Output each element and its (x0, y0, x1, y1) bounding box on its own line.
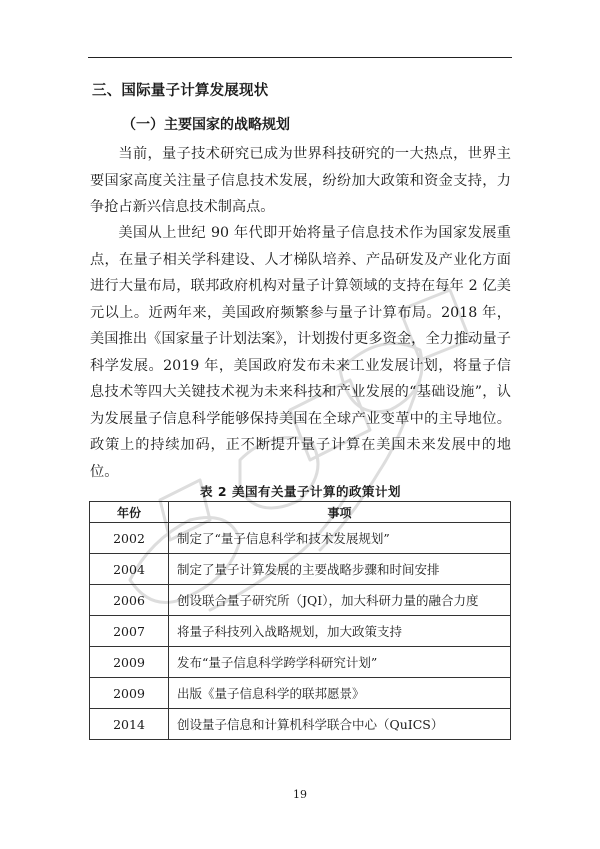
section-heading: 三、国际量子计算发展现状 (92, 83, 269, 99)
table-header-row (90, 502, 511, 523)
table-row (90, 647, 511, 678)
cell-item: 发布“量子信息科学跨学科研究计划” (169, 647, 511, 678)
cell-year: 2014 (90, 709, 169, 740)
cell-year: 2002 (90, 523, 169, 554)
header-item: 事项 (169, 502, 511, 523)
header-rule (88, 57, 512, 58)
cell-item: 将量子科技列入战略规划，加大政策支持 (169, 616, 511, 647)
cell-item: 制定了量子计算发展的主要战略步骤和时间安排 (169, 554, 511, 585)
cell-item: 创设联合量子研究所（JQI），加大科研力量的融合力度 (169, 585, 511, 616)
policy-table (89, 501, 511, 740)
page-number: 19 (293, 788, 307, 801)
table-row (90, 678, 511, 709)
cell-year: 2006 (90, 585, 169, 616)
table-caption: 表 2 美国有关量子计算的政策计划 (200, 484, 401, 499)
subsection-heading: （一）主要国家的战略规划 (122, 117, 290, 133)
paragraph-us-policy: 美国从上世纪 90 年代即开始将量子信息技术作为国家发展重点，在量子相关学科建设、人才梯队培养、产品研发及产业化方面进行大量布局，联邦政府机构对量子计算领域的支持在每年 2 亿美元以上。近两年来，美国政府频繁参与量子计算布局。2018 年，美国推出《国家量子计划法案》，计划拨付更多资金，全力推动量子科学发展。2019 年，美国政府发布未来工业发展计划，将量子信息技术等四大关键技术视为未来科技和产业发展的“基础设施”，认为发展量子信息科学能够保持美国在全球产业变革中的主导地位。政策上的持续加码，正不断提升量子计算在美国未来发展中的地位。 (90, 225, 511, 480)
table-row (90, 523, 511, 554)
table-row (90, 616, 511, 647)
paragraph-intro: 当前，量子技术研究已成为世界科技研究的一大热点，世界主要国家高度关注量子信息技术发展，纷纷加大政策和资金支持，力争抢占新兴信息技术制高点。 (90, 146, 511, 215)
cell-item: 创设量子信息和计算机科学联合中心（QuICS） (169, 709, 511, 740)
header-year: 年份 (90, 502, 169, 523)
table-row (90, 585, 511, 616)
cell-item: 制定了“量子信息科学和技术发展规划” (169, 523, 511, 554)
cell-year: 2007 (90, 616, 169, 647)
cell-year: 2009 (90, 678, 169, 709)
cell-year: 2009 (90, 647, 169, 678)
table-row (90, 709, 511, 740)
table-row (90, 554, 511, 585)
cell-item: 出版《量子信息科学的联邦愿景》 (169, 678, 511, 709)
cell-year: 2004 (90, 554, 169, 585)
